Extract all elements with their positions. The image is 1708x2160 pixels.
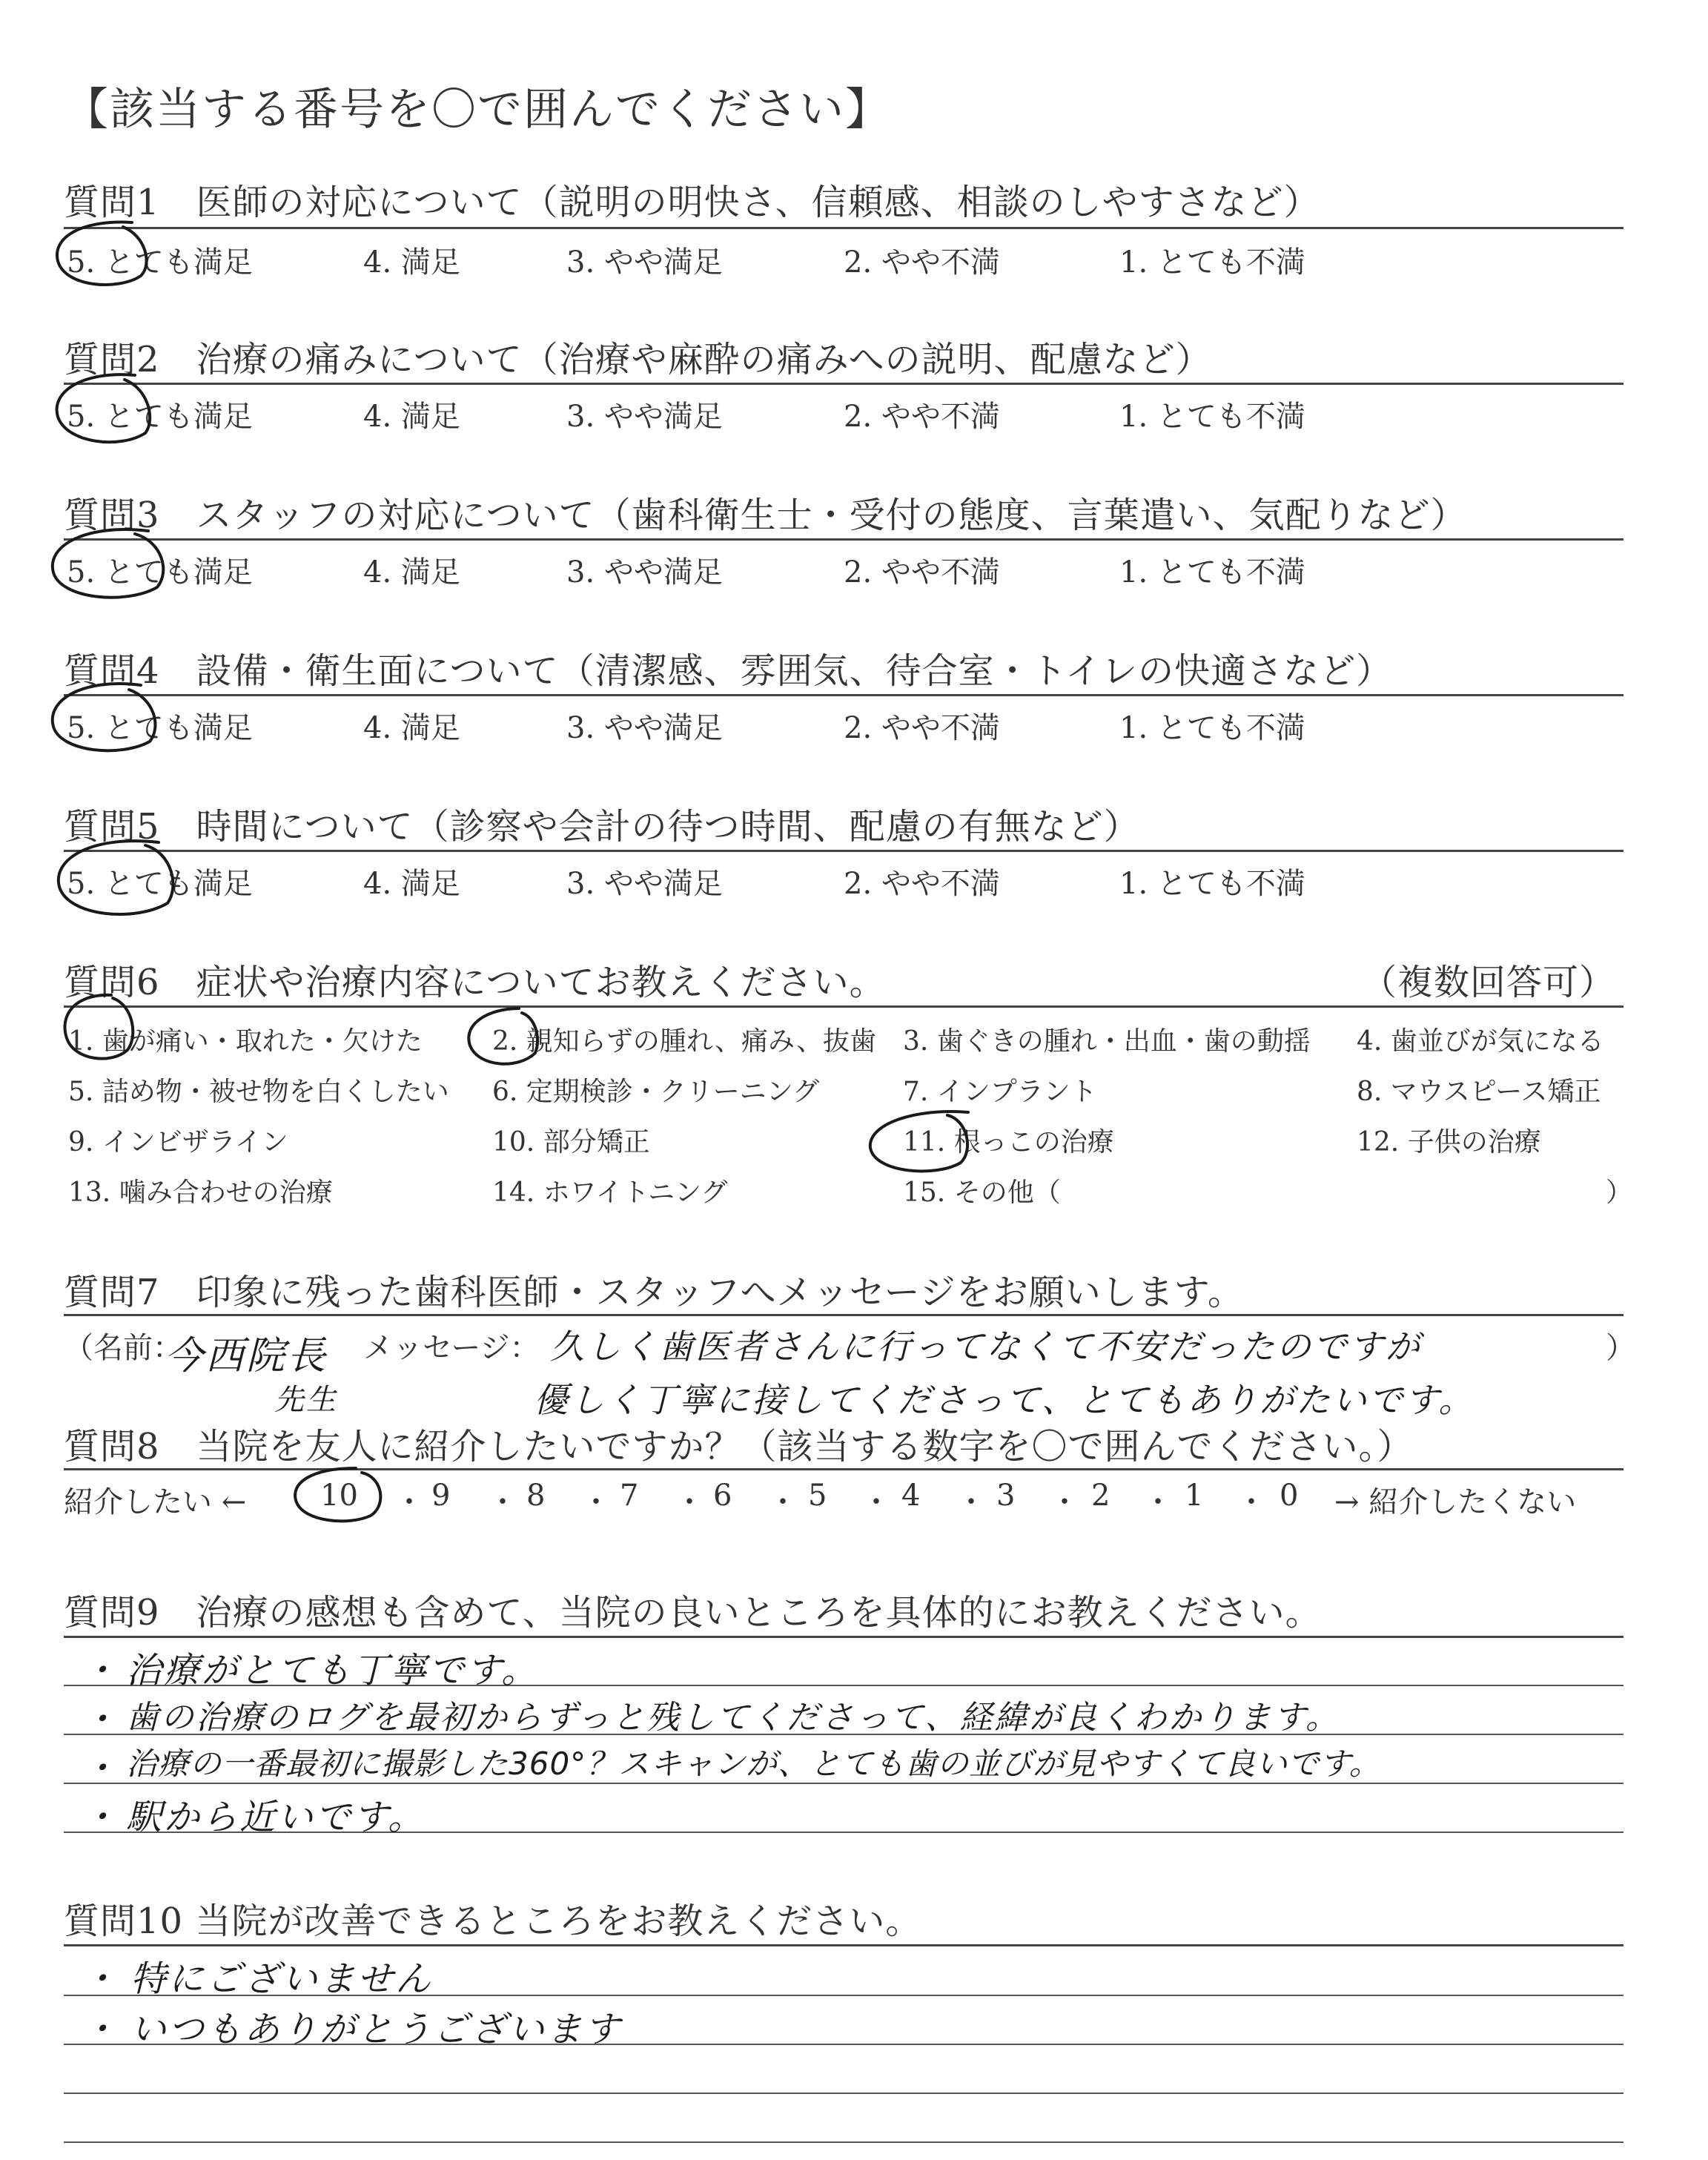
q10-bullet: ・ xyxy=(82,2009,120,2050)
q5-option-3[interactable]: 3. やや満足 xyxy=(566,867,723,901)
q3-option-1[interactable]: 1. とても不満 xyxy=(1119,555,1305,589)
q8-scale-10[interactable]: 10 xyxy=(320,1479,358,1513)
q6-option-7[interactable]: 7. インプラント xyxy=(903,1077,1097,1107)
q8-scale-7[interactable]: 7 xyxy=(620,1479,639,1513)
q2-option-3[interactable]: 3. やや満足 xyxy=(566,400,723,434)
q6-option-11[interactable]: 11. 根っこの治療 xyxy=(903,1127,1114,1157)
q8-scale-sep: ・ xyxy=(1050,1485,1079,1519)
q5-option-2[interactable]: 2. やや不満 xyxy=(844,867,1000,901)
q7-handwritten-name-2[interactable]: 先生 xyxy=(274,1383,338,1417)
q7-handwritten-name[interactable]: 今西院長 xyxy=(165,1334,328,1378)
q6-option-2[interactable]: 2. 親知らずの腫れ、痛み、抜歯 xyxy=(492,1026,877,1057)
q6-option-5[interactable]: 5. 詰め物・被せ物を白くしたい xyxy=(68,1077,449,1107)
question-7-rule xyxy=(64,1314,1623,1316)
q8-right-label: → 紹介したくない xyxy=(1334,1485,1577,1519)
q8-scale-sep: ・ xyxy=(581,1485,611,1519)
q8-scale-8[interactable]: 8 xyxy=(526,1479,546,1513)
q1-option-1[interactable]: 1. とても不満 xyxy=(1119,245,1305,280)
q9-bullet: ・ xyxy=(82,1748,120,1789)
question-8-rule xyxy=(64,1468,1623,1470)
question-4-title: 質問4 設備・衛生面について（清潔感、雰囲気、待合室・トイレの快適さなど） xyxy=(64,650,1393,692)
question-10-title: 質問10 当院が改善できるところをお教えください。 xyxy=(64,1900,922,1942)
q9-answer-line-2[interactable]: 歯の治療のログを最初からずっと残してくださって、経緯が良くわかります。 xyxy=(126,1699,1340,1737)
question-9-title: 質問9 治療の感想も含めて、当院の良いところを具体的にお教えください。 xyxy=(64,1592,1322,1634)
q8-left-label: 紹介したい ← xyxy=(64,1485,247,1519)
q7-name-label: （名前： xyxy=(64,1331,182,1365)
question-6-title: 質問6 症状や治療内容についてお教えください。 xyxy=(64,962,886,1003)
q6-option-9[interactable]: 9. インビザライン xyxy=(68,1127,288,1157)
q6-option-13[interactable]: 13. 噛み合わせの治療 xyxy=(68,1178,333,1208)
q10-bullet: ・ xyxy=(82,1958,120,2000)
q7-message-label: メッセージ： xyxy=(363,1331,540,1365)
q10-line-rule xyxy=(64,2141,1623,2143)
q7-handwritten-message-1[interactable]: 久しく歯医者さんに行ってなくて不安だったのですが xyxy=(550,1327,1422,1367)
q1-option-3[interactable]: 3. やや満足 xyxy=(566,245,723,280)
q8-scale-sep: ・ xyxy=(394,1485,424,1519)
q5-option-1[interactable]: 1. とても不満 xyxy=(1119,867,1305,901)
page-header: 【該当する番号を〇で囲んでください】 xyxy=(64,84,891,136)
question-4-rule xyxy=(64,694,1623,696)
q9-bullet: ・ xyxy=(82,1797,120,1838)
q9-answer-line-4[interactable]: 駅から近いです。 xyxy=(126,1797,426,1838)
q9-answer-line-3[interactable]: 治療の一番最初に撮影した360°？スキャンが、とても歯の並びが見やすくて良いです。 xyxy=(126,1745,1381,1782)
q3-option-2[interactable]: 2. やや不満 xyxy=(844,555,1000,589)
q2-option-5[interactable]: 5. とても満足 xyxy=(67,400,253,434)
q6-option-4[interactable]: 4. 歯並びが気になる xyxy=(1357,1026,1604,1057)
q9-answer-line-1[interactable]: 治療がとても丁寧です。 xyxy=(126,1650,540,1691)
question-1-title: 質問1 医師の対応について（説明の明快さ、信頼感、相談のしやすさなど） xyxy=(64,182,1320,223)
q3-option-3[interactable]: 3. やや満足 xyxy=(566,555,723,589)
q4-option-2[interactable]: 2. やや不満 xyxy=(844,711,1000,745)
question-3-rule xyxy=(64,538,1623,541)
q6-option-15[interactable]: 15. その他（ xyxy=(903,1178,1061,1208)
question-10-rule xyxy=(64,1944,1623,1946)
q8-scale-sep: ・ xyxy=(488,1485,517,1519)
question-5-title: 質問5 時間について（診察や会計の待つ時間、配慮の有無など） xyxy=(64,806,1140,848)
q9-bullet: ・ xyxy=(82,1650,120,1691)
question-5-rule xyxy=(64,850,1623,852)
q10-answer-line-2[interactable]: いつもありがとうございます xyxy=(130,2009,623,2050)
q4-option-4[interactable]: 4. 満足 xyxy=(363,711,460,745)
q6-option-3[interactable]: 3. 歯ぐきの腫れ・出血・歯の動揺 xyxy=(903,1026,1311,1057)
q8-scale-3[interactable]: 3 xyxy=(996,1479,1016,1513)
q10-line-rule xyxy=(64,2093,1623,2094)
q6-option-6[interactable]: 6. 定期検診・クリーニング xyxy=(492,1077,820,1107)
question-8-title: 質問8 当院を友人に紹介したいですか？（該当する数字を〇で囲んでください。） xyxy=(64,1426,1414,1467)
q1-option-5[interactable]: 5. とても満足 xyxy=(67,245,253,280)
q8-scale-1[interactable]: 1 xyxy=(1185,1479,1204,1513)
q8-scale-0[interactable]: 0 xyxy=(1280,1479,1299,1513)
question-7-title: 質問7 印象に残った歯科医師・スタッフへメッセージをお願いします。 xyxy=(64,1272,1244,1313)
q2-option-2[interactable]: 2. やや不満 xyxy=(844,400,1000,434)
question-1-rule xyxy=(64,227,1623,229)
q8-scale-sep: ・ xyxy=(768,1485,798,1519)
q8-scale-6[interactable]: 6 xyxy=(713,1479,732,1513)
q3-option-4[interactable]: 4. 満足 xyxy=(363,555,460,589)
q8-scale-sep: ・ xyxy=(1237,1485,1266,1519)
q8-scale-4[interactable]: 4 xyxy=(901,1479,921,1513)
q6-option-15-close: ） xyxy=(1606,1178,1633,1208)
q4-option-3[interactable]: 3. やや満足 xyxy=(566,711,723,745)
q7-handwritten-message-2[interactable]: 優しく丁寧に接してくださって、とてもありがたいです。 xyxy=(534,1380,1475,1420)
q8-scale-9[interactable]: 9 xyxy=(431,1479,451,1513)
q5-option-4[interactable]: 4. 満足 xyxy=(363,867,460,901)
question-6-rule xyxy=(64,1005,1623,1008)
q6-option-12[interactable]: 12. 子供の治療 xyxy=(1357,1127,1541,1157)
q6-option-14[interactable]: 14. ホワイトニング xyxy=(492,1178,728,1208)
q1-option-4[interactable]: 4. 満足 xyxy=(363,245,460,280)
q8-scale-2[interactable]: 2 xyxy=(1091,1479,1110,1513)
q4-option-1[interactable]: 1. とても不満 xyxy=(1119,711,1305,745)
q8-scale-sep: ・ xyxy=(861,1485,891,1519)
q6-option-10[interactable]: 10. 部分矯正 xyxy=(492,1127,650,1157)
q3-option-5[interactable]: 5. とても満足 xyxy=(67,555,253,589)
q1-option-2[interactable]: 2. やや不満 xyxy=(844,245,1000,280)
question-9-rule xyxy=(64,1636,1623,1638)
q8-scale-sep: ・ xyxy=(675,1485,704,1519)
q9-bullet: ・ xyxy=(82,1699,120,1740)
question-2-rule xyxy=(64,383,1623,385)
question-6-note: （複数回答可） xyxy=(1361,962,1616,1003)
q8-scale-sep: ・ xyxy=(956,1485,986,1519)
question-3-title: 質問3 スタッフの対応について（歯科衛生士・受付の態度、言葉遣い、気配りなど） xyxy=(64,495,1467,536)
q10-answer-line-1[interactable]: 特にございません xyxy=(130,1958,434,2000)
q8-scale-5[interactable]: 5 xyxy=(808,1479,827,1513)
q6-option-8[interactable]: 8. マウスピース矯正 xyxy=(1357,1077,1601,1107)
question-2-title: 質問2 治療の痛みについて（治療や麻酔の痛みへの説明、配慮など） xyxy=(64,339,1212,380)
q8-scale-sep: ・ xyxy=(1143,1485,1173,1519)
q5-option-5[interactable]: 5. とても満足 xyxy=(67,867,253,901)
q6-option-1[interactable]: 1. 歯が痛い・取れた・欠けた xyxy=(68,1026,423,1057)
q2-option-4[interactable]: 4. 満足 xyxy=(363,400,460,434)
q4-option-5[interactable]: 5. とても満足 xyxy=(67,711,253,745)
q7-close-paren: ） xyxy=(1606,1331,1635,1365)
q2-option-1[interactable]: 1. とても不満 xyxy=(1119,400,1305,434)
